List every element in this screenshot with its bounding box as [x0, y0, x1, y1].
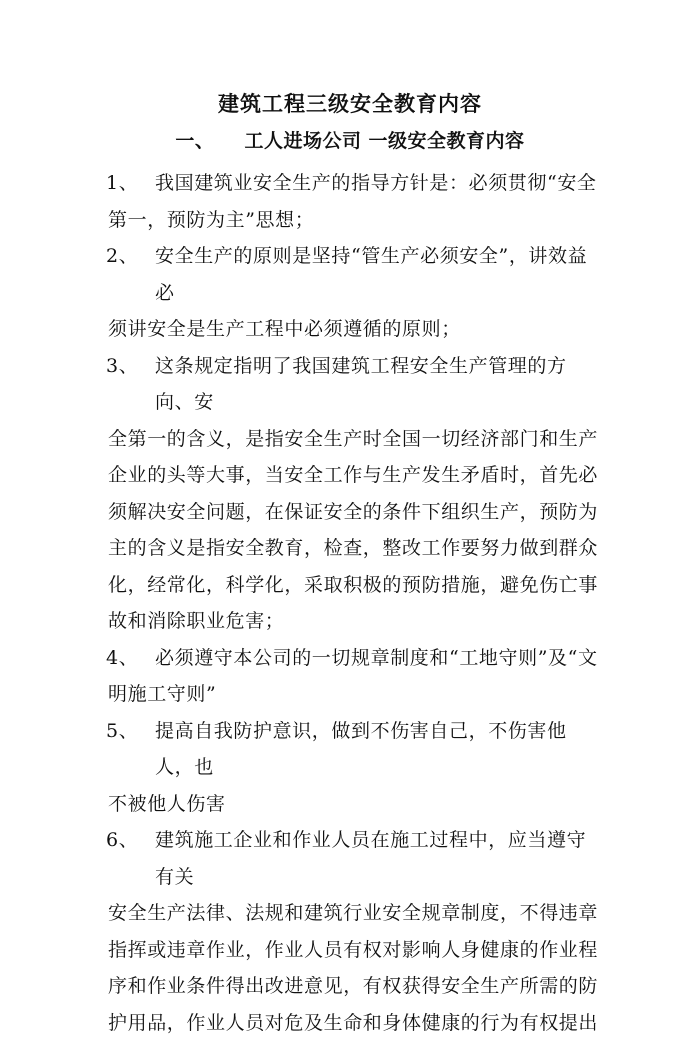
list-item	[0, 165, 600, 238]
item-number: 2、	[106, 238, 138, 275]
section-heading-text: 工人进场公司 一级安全教育内容	[244, 130, 524, 152]
item-number: 4、	[106, 640, 138, 677]
section-heading	[0, 126, 700, 153]
item-line: 序和作业条件得出改进意见，有权获得安全生产所需的防	[108, 968, 600, 1005]
section-number: 一、	[175, 130, 214, 152]
document-title: 建筑工程三级安全教育内容	[0, 88, 700, 118]
item-text	[155, 640, 600, 713]
item-line: 化，经常化，科学化，采取积极的预防措施，避免伤亡事	[108, 567, 600, 604]
item-line: 必须遵守本公司的一切规章制度和“工地守则”及“文	[155, 647, 598, 669]
list-item	[0, 713, 600, 823]
item-text	[155, 348, 600, 640]
item-text	[155, 713, 600, 823]
item-line: 企业的头等大事，当安全工作与生产发生矛盾时，首先必	[108, 457, 600, 494]
item-line: 建筑施工企业和作业人员在施工过程中，应当遵守有关	[155, 829, 586, 888]
item-number: 5、	[106, 713, 138, 750]
item-line: 故和消除职业危害；	[108, 603, 600, 640]
item-line: 安全生产法律、法规和建筑行业安全规章制度，不得违章	[108, 895, 600, 932]
item-line: 明施工守则”	[108, 676, 600, 713]
item-line: 须讲安全是生产工程中必须遵循的原则；	[108, 311, 600, 348]
item-line: 护用品，作业人员对危及生命和身体健康的行为有权提出	[108, 1005, 600, 1041]
list-item	[0, 238, 600, 348]
item-line: 这条规定指明了我国建筑工程安全生产管理的方向、安	[155, 355, 567, 414]
item-number: 1、	[106, 165, 138, 202]
item-line: 不被他人伤害	[108, 786, 600, 823]
item-number: 3、	[106, 348, 138, 385]
list-item	[0, 640, 600, 713]
item-text	[155, 238, 600, 348]
item-line: 安全生产的原则是坚持“管生产必须安全”，讲效益必	[155, 245, 587, 304]
list-item	[0, 348, 600, 640]
item-line: 指挥或违章作业，作业人员有权对影响人身健康的作业程	[108, 932, 600, 969]
item-number: 6、	[106, 822, 138, 859]
item-list	[0, 165, 700, 1041]
item-line: 须解决安全问题，在保证安全的条件下组织生产，预防为	[108, 494, 600, 531]
item-line: 第一，预防为主”思想；	[108, 202, 600, 239]
item-text	[155, 165, 600, 238]
item-line: 主的含义是指安全教育，检查，整改工作要努力做到群众	[108, 530, 600, 567]
item-line: 我国建筑业安全生产的指导方针是：必须贯彻“安全	[155, 172, 597, 194]
item-line: 全第一的含义，是指安全生产时全国一切经济部门和生产	[108, 421, 600, 458]
item-text	[155, 822, 600, 1041]
list-item	[0, 822, 600, 1041]
item-line: 提高自我防护意识，做到不伤害自己，不伤害他人，也	[155, 720, 567, 779]
